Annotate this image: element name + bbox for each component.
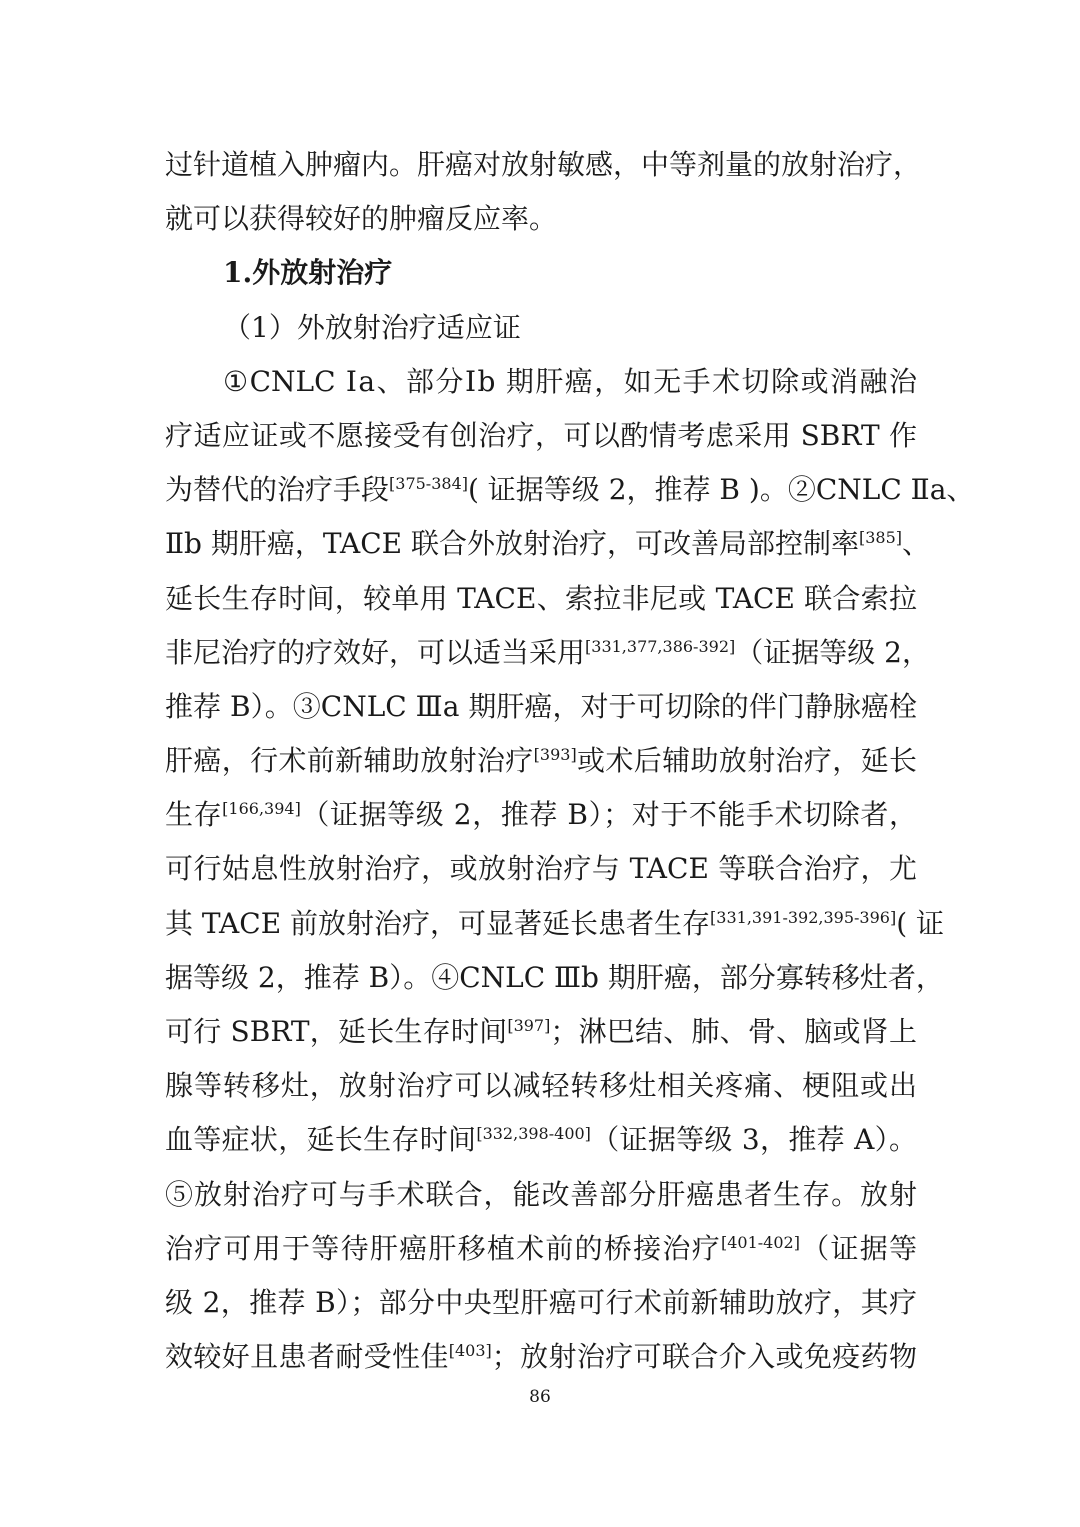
paragraph-line: ①CNLC Ⅰa、部分Ⅰb 期肝癌，如无手术切除或消融治 (223, 364, 917, 398)
citation: [385] (859, 528, 903, 548)
citation: [375-384] (389, 474, 468, 494)
citation: [331,377,386-392] (585, 636, 736, 656)
paragraph-line: 非尼治疗的疗效好，可以适当采用[331,377,386-392]（证据等级 2， (165, 635, 930, 669)
citation: [401-402] (720, 1232, 800, 1252)
citation: [166,394] (222, 799, 301, 819)
citation: [397] (507, 1016, 551, 1035)
paragraph-line: 可行 SBRT，延长生存时间[397]；淋巴结、肺、骨、脑或肾上 (165, 1015, 917, 1048)
citation: [332,398-400] (476, 1124, 591, 1144)
paragraph-line: 据等级 2，推荐 B）。④CNLC Ⅲb 期肝癌，部分寡转移灶者， (165, 960, 944, 994)
paragraph-line: 血等症状，延长生存时间[332,398-400]（证据等级 3，推荐 A）。 (165, 1123, 917, 1157)
paragraph-line: 过针道植入肿瘤内。肝癌对放射敏感，中等剂量的放射治疗， (165, 148, 922, 181)
subsection-heading: （1）外放射治疗适应证 (223, 310, 521, 344)
paragraph-line: 推荐 B）。③CNLC Ⅲa 期肝癌，对于可切除的伴门静脉癌栓 (165, 689, 917, 723)
page-number: 86 (529, 1387, 551, 1407)
paragraph-line: Ⅱb 期肝癌，TACE 联合外放射治疗，可改善局部控制率[385]、 (165, 527, 931, 561)
paragraph-line: 可行姑息性放射治疗，或放射治疗与 TACE 等联合治疗，尤 (165, 852, 917, 886)
paragraph-line: 疗适应证或不愿接受有创治疗，可以酌情考虑采用 SBRT 作 (165, 418, 917, 452)
paragraph-line: 腺等转移灶，放射治疗可以减轻转移灶相关疼痛、梗阻或出 (165, 1069, 917, 1103)
paragraph-line: 级 2，推荐 B）；部分中央型肝癌可行术前新辅助放疗，其疗 (165, 1285, 917, 1319)
section-heading: 1.外放射治疗 (223, 256, 393, 290)
paragraph-line: 肝癌，行术前新辅助放射治疗[393]或术后辅助放射治疗，延长 (165, 744, 917, 778)
citation: [331,391-392,395-396] (710, 907, 897, 927)
paragraph-line: 治疗可用于等待肝癌肝移植术前的桥接治疗[401-402]（证据等 (165, 1231, 917, 1265)
citation: [393] (533, 745, 577, 765)
paragraph-line: 其 TACE 前放射治疗，可显著延长患者生存[331,391-392,395-396]( 证 (165, 906, 945, 940)
paragraph-line: 就可以获得较好的肿瘤反应率。 (165, 202, 558, 236)
paragraph-line: 效较好且患者耐受性佳[403]；放射治疗可联合介入或免疫药物 (165, 1340, 917, 1374)
paragraph-line: ⑤放射治疗可与手术联合，能改善部分肝癌患者生存。放射 (165, 1177, 917, 1211)
paragraph-line: 为替代的治疗手段[375-384]( 证据等级 2，推荐 B )。②CNLC Ⅱa、 (165, 473, 975, 507)
document-body (165, 138, 975, 1384)
citation: [403] (448, 1341, 492, 1361)
paragraph-line: 生存[166,394]（证据等级 2，推荐 B）；对于不能手术切除者， (165, 798, 917, 832)
paragraph-line: 延长生存时间，较单用 TACE、索拉非尼或 TACE 联合索拉 (165, 581, 917, 615)
